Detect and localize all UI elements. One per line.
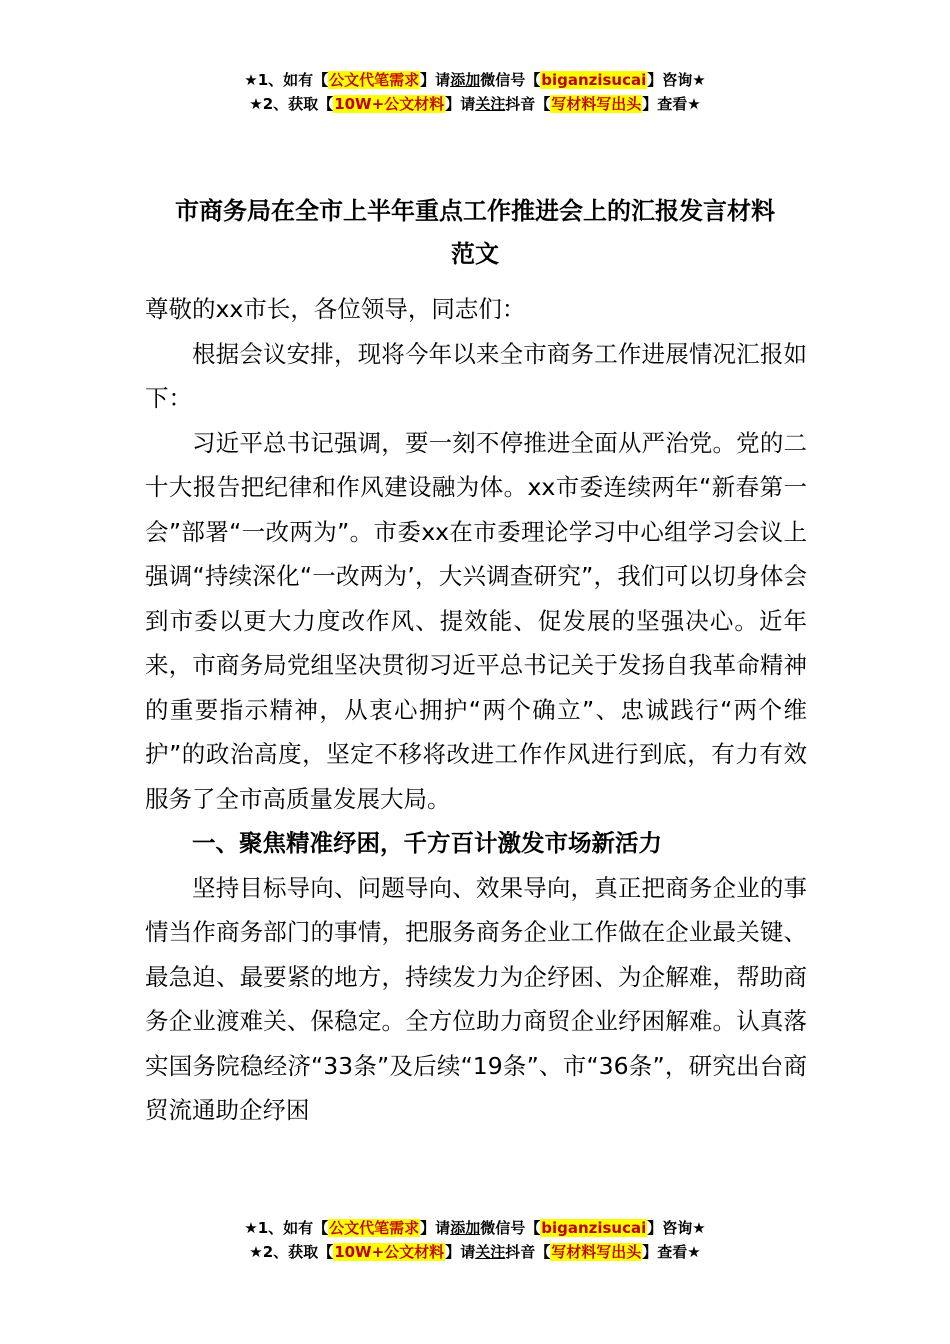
promo-banner-top	[0, 68, 950, 116]
paragraph: 坚持目标导向、问题导向、效果导向，真正把商务企业的事情当作商务部门的事情，把服务商务企业工作做在企业最关键、最急迫、最要紧的地方，持续发力为企纾困、为企解难，帮助商务企业渡难关、保稳定。全方位助力商贸企业纾困解难。认真落实国务院稳经济“33条”及后续“19条”、市“36条”，研究出台商贸流通助企纾困	[145, 873, 807, 1124]
promo-wechat-id: biganzisucai	[541, 71, 647, 89]
promo-text: 微信号【	[480, 71, 541, 89]
promo-line-2	[0, 92, 950, 116]
promo-text: 】咨询★	[647, 1219, 706, 1237]
section-heading: 一、聚焦精准纾困，千方百计激发市场新活力	[192, 829, 662, 857]
promo-douyin-id: 写材料写出头	[551, 95, 642, 113]
promo-text: 抖音【	[505, 1243, 551, 1261]
promo-text: 微信号【	[480, 1219, 541, 1237]
salutation: 尊敬的xx市长，各位领导，同志们：	[145, 295, 526, 323]
promo-text: ★1、如有【	[244, 1219, 329, 1237]
promo-text: 】查看★	[642, 95, 701, 113]
promo-text: 】请	[445, 95, 476, 113]
promo-wechat-id: biganzisucai	[541, 1219, 647, 1237]
promo-text: 抖音【	[505, 95, 551, 113]
promo-highlight: 10W+公文材料	[334, 95, 445, 113]
title-line-1: 市商务局在全市上半年重点工作推进会上的汇报发言材料	[175, 197, 775, 225]
promo-douyin-id: 写材料写出头	[551, 1243, 642, 1261]
promo-text: 】请	[445, 1243, 476, 1261]
promo-emphasis: 关注	[475, 95, 506, 113]
document-title	[140, 190, 810, 276]
promo-text: ★2、获取【	[249, 1243, 334, 1261]
promo-emphasis: 关注	[475, 1243, 506, 1261]
promo-line-2	[0, 1240, 950, 1264]
paragraph: 习近平总书记强调，要一刻不停推进全面从严治党。党的二十大报告把纪律和作风建设融为体。xx市委连续两年“新春第一会”部署“一改两为”。市委xx在市委理论学习中心组学习会议上强调“持续深化“一改两为’，大兴调查研究”，我们可以切身体会到市委以更大力度改作风、提效能、促发展的坚强决心。近年来，市商务局党组坚决贯彻习近平总书记关于发扬自我革命精神的重要指示精神，从衷心拥护“两个确立”、忠诚践行“两个维护”的政治高度，坚定不移将改进工作作风进行到底，有力有效服务了全市高质量发展大局。	[145, 428, 807, 813]
promo-text: 】查看★	[642, 1243, 701, 1261]
promo-text: 】请	[420, 71, 451, 89]
promo-text: ★2、获取【	[249, 95, 334, 113]
promo-line-1	[0, 1216, 950, 1240]
paragraph: 根据会议安排，现将今年以来全市商务工作进展情况汇报如下：	[145, 339, 807, 412]
promo-emphasis: 添加	[450, 1219, 481, 1237]
promo-banner-bottom	[0, 1216, 950, 1264]
promo-highlight: 公文代笔需求	[329, 71, 420, 89]
promo-text: 】请	[420, 1219, 451, 1237]
title-line-2: 范文	[451, 240, 499, 268]
promo-line-1	[0, 68, 950, 92]
promo-emphasis: 添加	[450, 71, 481, 89]
promo-text: 】咨询★	[647, 71, 706, 89]
promo-highlight: 公文代笔需求	[329, 1219, 420, 1237]
promo-highlight: 10W+公文材料	[334, 1243, 445, 1261]
document-body	[145, 287, 807, 1133]
promo-text: ★1、如有【	[244, 71, 329, 89]
